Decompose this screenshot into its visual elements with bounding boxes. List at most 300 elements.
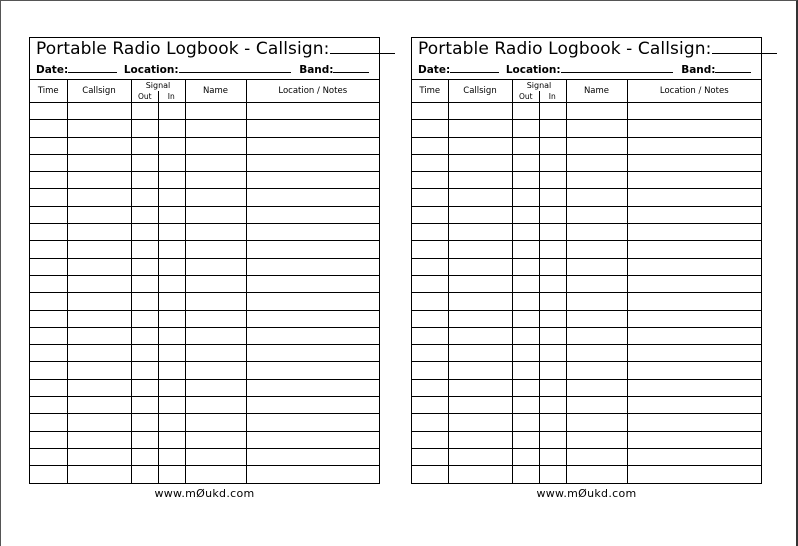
notes-cell[interactable] [627, 345, 761, 362]
signal-out-cell[interactable] [131, 154, 158, 171]
signal-in-cell[interactable] [158, 120, 185, 137]
time-cell[interactable] [412, 172, 448, 189]
location-blank[interactable] [561, 61, 673, 73]
notes-cell[interactable] [246, 206, 379, 223]
callsign-cell[interactable] [67, 224, 131, 241]
name-cell[interactable] [185, 327, 246, 344]
callsign-cell[interactable] [448, 120, 512, 137]
signal-in-cell[interactable] [539, 414, 566, 431]
table-row [30, 103, 379, 120]
signal-in-cell[interactable] [158, 293, 185, 310]
signal-in-cell[interactable] [539, 206, 566, 223]
table-row [412, 103, 761, 120]
signal-out-cell[interactable] [512, 310, 539, 327]
name-cell[interactable] [185, 206, 246, 223]
signal-in-cell[interactable] [539, 327, 566, 344]
notes-cell[interactable] [246, 103, 379, 120]
table-row [30, 154, 379, 171]
name-cell[interactable] [566, 172, 627, 189]
signal-out-cell[interactable] [131, 172, 158, 189]
notes-cell[interactable] [627, 362, 761, 379]
signal-out-cell[interactable] [131, 379, 158, 396]
name-cell[interactable] [185, 431, 246, 448]
notes-cell[interactable] [246, 466, 379, 483]
notes-cell[interactable] [627, 241, 761, 258]
signal-in-cell[interactable] [539, 310, 566, 327]
signal-out-cell[interactable] [512, 448, 539, 465]
notes-cell[interactable] [627, 137, 761, 154]
signal-out-cell[interactable] [131, 327, 158, 344]
signal-in-cell[interactable] [539, 397, 566, 414]
name-cell[interactable] [185, 466, 246, 483]
signal-out-cell[interactable] [131, 189, 158, 206]
location-blank[interactable] [179, 61, 291, 73]
notes-cell[interactable] [246, 241, 379, 258]
notes-cell[interactable] [246, 154, 379, 171]
callsign-cell[interactable] [448, 172, 512, 189]
header-fields [418, 61, 751, 76]
notes-cell[interactable] [246, 362, 379, 379]
callsign-cell[interactable] [448, 345, 512, 362]
signal-in-cell[interactable] [539, 189, 566, 206]
name-cell[interactable] [185, 241, 246, 258]
callsign-cell[interactable] [67, 258, 131, 275]
signal-in-cell[interactable] [158, 327, 185, 344]
signal-in-cell[interactable] [158, 379, 185, 396]
table-row [412, 397, 761, 414]
notes-cell[interactable] [246, 258, 379, 275]
location-label: Location: [505, 64, 561, 76]
table-row [412, 154, 761, 171]
name-cell[interactable] [185, 345, 246, 362]
time-cell[interactable] [30, 275, 67, 292]
signal-out-cell[interactable] [131, 345, 158, 362]
notes-cell[interactable] [246, 379, 379, 396]
signal-out-cell[interactable] [512, 293, 539, 310]
signal-in-cell[interactable] [158, 466, 185, 483]
notes-cell[interactable] [627, 466, 761, 483]
name-cell[interactable] [185, 189, 246, 206]
signal-out-cell[interactable] [512, 362, 539, 379]
signal-in-cell[interactable] [539, 448, 566, 465]
notes-cell[interactable] [246, 414, 379, 431]
notes-cell[interactable] [246, 120, 379, 137]
signal-out-cell[interactable] [512, 275, 539, 292]
signal-out-cell[interactable] [512, 431, 539, 448]
notes-cell[interactable] [627, 120, 761, 137]
callsign-cell[interactable] [448, 466, 512, 483]
time-cell[interactable] [412, 345, 448, 362]
notes-cell[interactable] [627, 224, 761, 241]
signal-out-cell[interactable] [131, 206, 158, 223]
callsign-blank[interactable] [330, 39, 395, 54]
signal-out-cell[interactable] [131, 103, 158, 120]
callsign-cell[interactable] [67, 189, 131, 206]
time-cell[interactable] [412, 258, 448, 275]
time-cell[interactable] [30, 172, 67, 189]
time-cell[interactable] [30, 466, 67, 483]
notes-cell[interactable] [627, 189, 761, 206]
signal-out-cell[interactable] [131, 362, 158, 379]
callsign-cell[interactable] [67, 327, 131, 344]
name-cell[interactable] [185, 379, 246, 396]
time-cell[interactable] [30, 379, 67, 396]
notes-cell[interactable] [627, 275, 761, 292]
callsign-cell[interactable] [448, 189, 512, 206]
signal-in-cell[interactable] [539, 224, 566, 241]
name-cell[interactable] [185, 172, 246, 189]
signal-in-cell[interactable] [158, 103, 185, 120]
signal-in-cell[interactable] [539, 103, 566, 120]
band-blank[interactable] [715, 61, 751, 73]
name-cell[interactable] [566, 466, 627, 483]
logbook-header [412, 38, 761, 80]
signal-in-cell[interactable] [539, 258, 566, 275]
name-cell[interactable] [566, 293, 627, 310]
table-row [412, 189, 761, 206]
signal-out-cell[interactable] [131, 310, 158, 327]
notes-cell[interactable] [246, 345, 379, 362]
callsign-cell[interactable] [448, 379, 512, 396]
callsign-cell[interactable] [67, 466, 131, 483]
notes-cell[interactable] [246, 224, 379, 241]
callsign-cell[interactable] [67, 397, 131, 414]
signal-out-cell[interactable] [512, 137, 539, 154]
name-cell[interactable] [185, 103, 246, 120]
signal-out-cell[interactable] [131, 224, 158, 241]
signal-out-cell[interactable] [512, 379, 539, 396]
callsign-cell[interactable] [67, 275, 131, 292]
band-blank[interactable] [333, 61, 369, 73]
signal-out-cell[interactable] [512, 154, 539, 171]
time-cell[interactable] [30, 310, 67, 327]
time-cell[interactable] [30, 154, 67, 171]
signal-in-cell[interactable] [158, 397, 185, 414]
signal-in-cell[interactable] [158, 241, 185, 258]
date-blank[interactable] [68, 61, 117, 73]
col-time: Time [412, 80, 448, 103]
time-cell[interactable] [412, 362, 448, 379]
callsign-cell[interactable] [448, 431, 512, 448]
name-cell[interactable] [185, 397, 246, 414]
table-row [412, 275, 761, 292]
signal-in-cell[interactable] [158, 431, 185, 448]
table-row [30, 172, 379, 189]
logbook-box [29, 37, 380, 484]
callsign-cell[interactable] [67, 448, 131, 465]
callsign-cell[interactable] [448, 103, 512, 120]
time-cell[interactable] [30, 397, 67, 414]
callsign-cell[interactable] [448, 397, 512, 414]
signal-in-cell[interactable] [158, 362, 185, 379]
time-cell[interactable] [412, 224, 448, 241]
table-row [412, 224, 761, 241]
callsign-cell[interactable] [448, 327, 512, 344]
callsign-cell[interactable] [448, 362, 512, 379]
name-cell[interactable] [566, 327, 627, 344]
time-cell[interactable] [30, 189, 67, 206]
signal-out-cell[interactable] [512, 241, 539, 258]
signal-in-cell[interactable] [539, 120, 566, 137]
name-cell[interactable] [566, 189, 627, 206]
name-cell[interactable] [185, 448, 246, 465]
notes-cell[interactable] [627, 379, 761, 396]
time-cell[interactable] [412, 448, 448, 465]
notes-cell[interactable] [627, 206, 761, 223]
signal-out-cell[interactable] [512, 172, 539, 189]
name-cell[interactable] [566, 258, 627, 275]
time-cell[interactable] [30, 345, 67, 362]
name-cell[interactable] [185, 362, 246, 379]
signal-in-cell[interactable] [539, 241, 566, 258]
name-cell[interactable] [185, 275, 246, 292]
notes-cell[interactable] [627, 258, 761, 275]
signal-out-cell[interactable] [512, 206, 539, 223]
name-cell[interactable] [185, 154, 246, 171]
signal-out-cell[interactable] [512, 327, 539, 344]
signal-out-cell[interactable] [131, 466, 158, 483]
name-cell[interactable] [185, 224, 246, 241]
time-cell[interactable] [412, 120, 448, 137]
time-cell[interactable] [412, 431, 448, 448]
table-row [30, 466, 379, 483]
signal-in-cell[interactable] [539, 275, 566, 292]
callsign-cell[interactable] [448, 154, 512, 171]
signal-out-cell[interactable] [131, 414, 158, 431]
time-cell[interactable] [30, 293, 67, 310]
notes-cell[interactable] [627, 172, 761, 189]
callsign-cell[interactable] [448, 258, 512, 275]
callsign-cell[interactable] [448, 414, 512, 431]
notes-cell[interactable] [627, 397, 761, 414]
time-cell[interactable] [412, 414, 448, 431]
signal-out-cell[interactable] [131, 431, 158, 448]
name-cell[interactable] [566, 310, 627, 327]
time-cell[interactable] [412, 379, 448, 396]
time-cell[interactable] [412, 154, 448, 171]
name-cell[interactable] [185, 310, 246, 327]
signal-out-cell[interactable] [512, 103, 539, 120]
name-cell[interactable] [566, 431, 627, 448]
callsign-cell[interactable] [67, 293, 131, 310]
time-cell[interactable] [412, 241, 448, 258]
notes-cell[interactable] [246, 172, 379, 189]
time-cell[interactable] [30, 258, 67, 275]
name-cell[interactable] [566, 103, 627, 120]
name-cell[interactable] [566, 345, 627, 362]
time-cell[interactable] [412, 466, 448, 483]
notes-cell[interactable] [246, 275, 379, 292]
callsign-cell[interactable] [67, 103, 131, 120]
signal-in-cell[interactable] [539, 293, 566, 310]
name-cell[interactable] [566, 397, 627, 414]
callsign-blank[interactable] [712, 39, 777, 54]
name-cell[interactable] [566, 120, 627, 137]
band-label: Band: [299, 64, 334, 76]
notes-cell[interactable] [246, 137, 379, 154]
name-cell[interactable] [185, 120, 246, 137]
time-cell[interactable] [30, 448, 67, 465]
callsign-cell[interactable] [67, 154, 131, 171]
signal-in-cell[interactable] [158, 345, 185, 362]
notes-cell[interactable] [246, 431, 379, 448]
time-cell[interactable] [412, 327, 448, 344]
signal-in-cell[interactable] [158, 172, 185, 189]
time-cell[interactable] [412, 189, 448, 206]
notes-cell[interactable] [627, 414, 761, 431]
notes-cell[interactable] [627, 103, 761, 120]
signal-in-cell[interactable] [158, 414, 185, 431]
signal-out-cell[interactable] [131, 448, 158, 465]
time-cell[interactable] [30, 241, 67, 258]
callsign-cell[interactable] [67, 379, 131, 396]
time-cell[interactable] [412, 275, 448, 292]
name-cell[interactable] [185, 293, 246, 310]
callsign-cell[interactable] [67, 120, 131, 137]
col-signal [512, 80, 566, 103]
name-cell[interactable] [185, 137, 246, 154]
signal-out-cell[interactable] [512, 258, 539, 275]
callsign-cell[interactable] [67, 414, 131, 431]
time-cell[interactable] [412, 206, 448, 223]
callsign-cell[interactable] [448, 448, 512, 465]
notes-cell[interactable] [627, 431, 761, 448]
table-row [412, 327, 761, 344]
table-row [30, 189, 379, 206]
notes-cell[interactable] [246, 310, 379, 327]
signal-in-cell[interactable] [539, 345, 566, 362]
signal-in-cell[interactable] [158, 275, 185, 292]
signal-in-cell[interactable] [158, 206, 185, 223]
time-cell[interactable] [412, 137, 448, 154]
callsign-cell[interactable] [448, 206, 512, 223]
time-cell[interactable] [30, 224, 67, 241]
signal-out-cell[interactable] [131, 241, 158, 258]
notes-cell[interactable] [246, 327, 379, 344]
time-cell[interactable] [412, 293, 448, 310]
callsign-cell[interactable] [67, 137, 131, 154]
table-row [30, 414, 379, 431]
callsign-cell[interactable] [67, 431, 131, 448]
name-cell[interactable] [566, 206, 627, 223]
signal-out-cell[interactable] [131, 275, 158, 292]
time-cell[interactable] [412, 397, 448, 414]
signal-in-cell[interactable] [158, 258, 185, 275]
name-cell[interactable] [566, 224, 627, 241]
signal-in-cell[interactable] [158, 448, 185, 465]
signal-in-cell[interactable] [158, 154, 185, 171]
signal-out-cell[interactable] [131, 258, 158, 275]
signal-in-cell[interactable] [539, 431, 566, 448]
notes-cell[interactable] [246, 189, 379, 206]
table-row [412, 293, 761, 310]
callsign-cell[interactable] [67, 310, 131, 327]
signal-in-cell[interactable] [158, 137, 185, 154]
name-cell[interactable] [566, 414, 627, 431]
time-cell[interactable] [30, 327, 67, 344]
notes-cell[interactable] [627, 293, 761, 310]
callsign-cell[interactable] [448, 275, 512, 292]
signal-out-cell[interactable] [512, 414, 539, 431]
signal-out-cell[interactable] [131, 397, 158, 414]
name-cell[interactable] [566, 137, 627, 154]
time-cell[interactable] [412, 310, 448, 327]
callsign-cell[interactable] [67, 345, 131, 362]
signal-in-cell[interactable] [158, 224, 185, 241]
signal-out-cell[interactable] [512, 466, 539, 483]
callsign-cell[interactable] [448, 224, 512, 241]
callsign-cell[interactable] [448, 137, 512, 154]
name-cell[interactable] [566, 275, 627, 292]
name-cell[interactable] [185, 258, 246, 275]
name-cell[interactable] [566, 362, 627, 379]
signal-in-cell[interactable] [539, 379, 566, 396]
signal-out-cell[interactable] [131, 120, 158, 137]
signal-in-cell[interactable] [539, 137, 566, 154]
col-name: Name [566, 80, 627, 103]
signal-out-cell[interactable] [131, 293, 158, 310]
callsign-cell[interactable] [67, 206, 131, 223]
signal-in-cell[interactable] [158, 189, 185, 206]
notes-cell[interactable] [246, 448, 379, 465]
notes-cell[interactable] [627, 310, 761, 327]
time-cell[interactable] [30, 120, 67, 137]
time-cell[interactable] [412, 103, 448, 120]
callsign-cell[interactable] [67, 362, 131, 379]
signal-in-cell[interactable] [539, 172, 566, 189]
time-cell[interactable] [30, 206, 67, 223]
time-cell[interactable] [30, 431, 67, 448]
callsign-cell[interactable] [67, 172, 131, 189]
time-cell[interactable] [30, 414, 67, 431]
signal-in-cell[interactable] [539, 362, 566, 379]
signal-out-cell[interactable] [131, 137, 158, 154]
title-text: Portable Radio Logbook - Callsign: [418, 39, 712, 59]
date-blank[interactable] [450, 61, 499, 73]
time-cell[interactable] [30, 103, 67, 120]
signal-out-cell[interactable] [512, 120, 539, 137]
name-cell[interactable] [185, 414, 246, 431]
table-row [412, 362, 761, 379]
callsign-cell[interactable] [448, 241, 512, 258]
notes-cell[interactable] [627, 154, 761, 171]
notes-cell[interactable] [627, 448, 761, 465]
name-cell[interactable] [566, 448, 627, 465]
signal-in-cell[interactable] [539, 466, 566, 483]
signal-out-cell[interactable] [512, 345, 539, 362]
col-location-notes: Location / Notes [246, 80, 379, 103]
name-cell[interactable] [566, 154, 627, 171]
table-row [30, 345, 379, 362]
signal-out-cell[interactable] [512, 224, 539, 241]
name-cell[interactable] [566, 241, 627, 258]
callsign-cell[interactable] [448, 293, 512, 310]
time-cell[interactable] [30, 362, 67, 379]
callsign-cell[interactable] [448, 310, 512, 327]
name-cell[interactable] [566, 379, 627, 396]
signal-in-cell[interactable] [158, 310, 185, 327]
notes-cell[interactable] [246, 397, 379, 414]
notes-cell[interactable] [627, 327, 761, 344]
time-cell[interactable] [30, 137, 67, 154]
signal-in-cell[interactable] [539, 154, 566, 171]
signal-out-cell[interactable] [512, 397, 539, 414]
signal-out-cell[interactable] [512, 189, 539, 206]
footer-url: www.mØukd.com [154, 486, 255, 500]
table-row [30, 258, 379, 275]
callsign-cell[interactable] [67, 241, 131, 258]
notes-cell[interactable] [246, 293, 379, 310]
